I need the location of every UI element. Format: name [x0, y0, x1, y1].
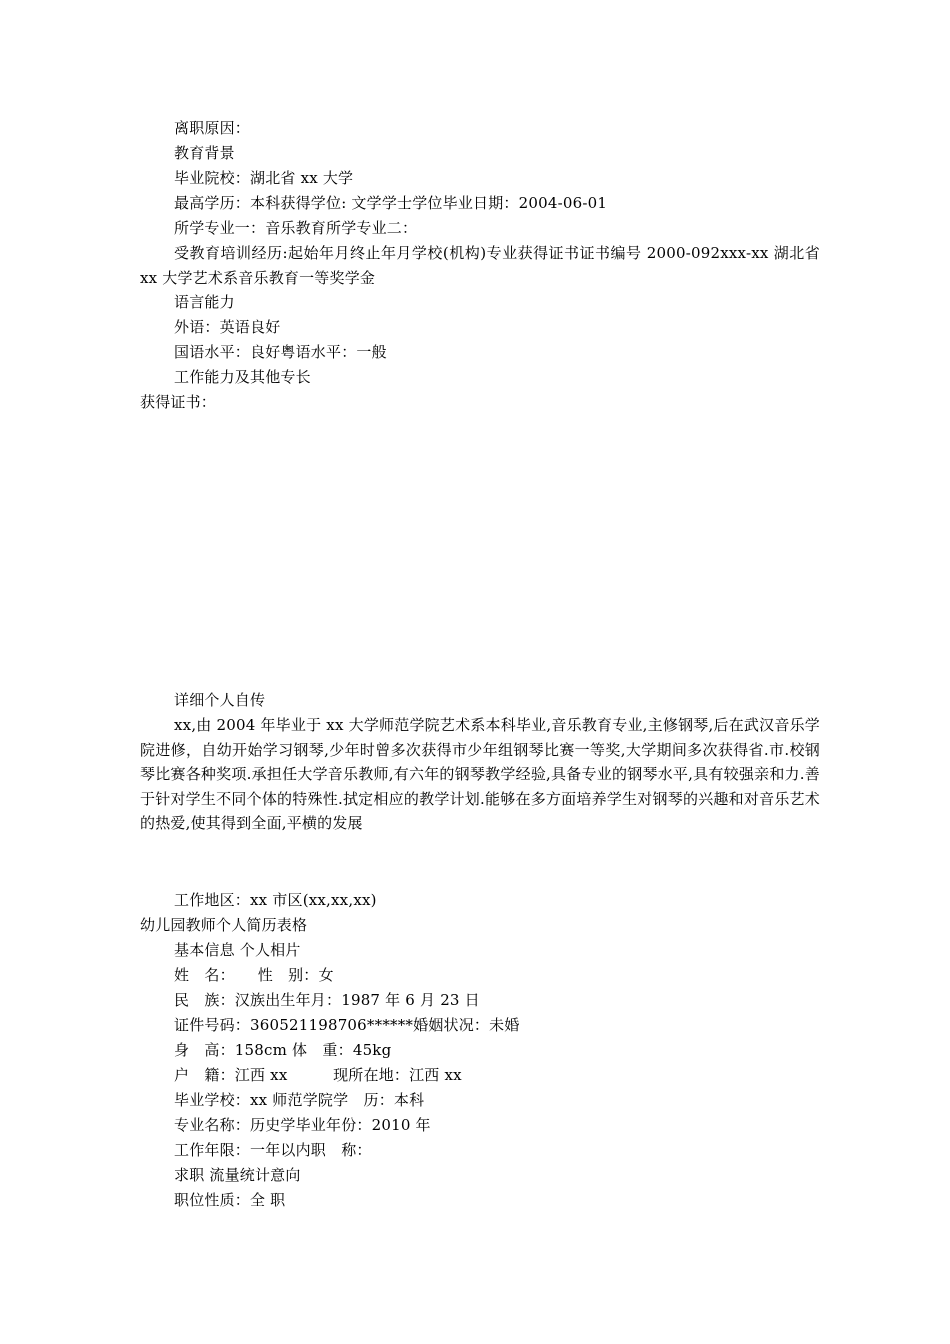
job-intent-line: 求职 流量统计意向 — [174, 1166, 301, 1184]
resign-reason-line: 离职原因： — [174, 119, 251, 137]
id-marital-line: 证件号码：360521198706******婚姻状况：未婚 — [174, 1016, 520, 1034]
bio-heading: 详细个人自传 — [174, 691, 266, 709]
resume-title: 幼儿园教师个人简历表格 — [140, 916, 308, 934]
foreign-language-line: 外语：英语良好 — [174, 318, 281, 336]
school-line: 毕业院校：湖北省 xx 大学 — [174, 169, 354, 187]
job-nature-line: 职位性质：全 职 — [174, 1191, 286, 1209]
skills-heading: 工作能力及其他专长 — [174, 368, 311, 386]
degree-line: 最高学历：本科获得学位: 文学学士学位毕业日期：2004-06-01 — [174, 194, 608, 212]
training-paragraph: 受教育培训经历:起始年月终止年月学校(机构)专业获得证书证书编号 2000-092xxx-xx 湖北省 xx 大学艺术系音乐教育一等奖学金 — [140, 244, 820, 287]
experience-title-line: 工作年限：一年以内职 称： — [174, 1141, 372, 1159]
major-line: 所学专业一：音乐教育所学专业二： — [174, 219, 418, 237]
grad-school-line: 毕业学校：xx 师范学院学 历：本科 — [174, 1091, 425, 1109]
basic-info-heading: 基本信息 个人相片 — [174, 941, 301, 959]
height-weight-line: 身 高：158cm 体 重：45kg — [174, 1041, 392, 1059]
education-heading: 教育背景 — [174, 144, 235, 162]
mandarin-line: 国语水平：良好粤语水平：一般 — [174, 343, 387, 361]
name-gender-line: 姓 名： 性 别：女 — [174, 966, 334, 984]
bio-paragraph: xx,由 2004 年毕业于 xx 大学师范学院艺术系本科毕业,音乐教育专业,主修钢琴,后在武汉音乐学院进修，自幼开始学习钢琴,少年时曾多次获得市少年组钢琴比赛一等奖,大学期间多次获得省.市.校钢琴比赛各种奖项.承担任大学音乐教师,有六年的钢琴教学经验,具备专业的钢琴水平,具有较强亲和力.善于针对学生不同个体的特殊性.拭定相应的教学计划.能够在多方面培养学生对钢琴的兴趣和对音乐艺术的热爱,使其得到全面,平横的发展 — [140, 716, 820, 832]
major-year-line: 专业名称：历史学毕业年份：2010 年 — [174, 1116, 431, 1134]
language-heading: 语言能力 — [174, 293, 235, 311]
hukou-location-line: 户 籍：江西 xx 现所在地：江西 xx — [174, 1066, 462, 1084]
work-area-line: 工作地区：xx 市区(xx,xx,xx) — [174, 891, 377, 909]
ethnicity-birth-line: 民 族：汉族出生年月：1987 年 6 月 23 日 — [174, 991, 480, 1009]
certificates-line: 获得证书： — [140, 393, 217, 411]
